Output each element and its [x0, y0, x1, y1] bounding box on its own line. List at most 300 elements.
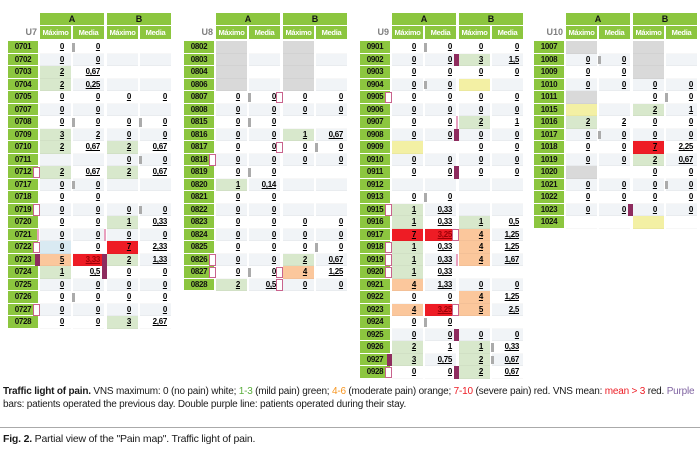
row-label: 0920 [360, 266, 390, 279]
row-label: 0904 [360, 79, 390, 92]
cell-value: 0 [652, 192, 657, 202]
value-cell [459, 141, 490, 154]
value-cell [140, 191, 171, 204]
column-group-b-header: B [633, 13, 697, 25]
cell-value: 0 [162, 92, 167, 102]
cell-value: 2 [652, 104, 657, 114]
subcolumn-header-media: Media [599, 26, 630, 39]
cell-value: 0 [447, 79, 452, 89]
value-cell [599, 41, 630, 54]
cell-value: 1 [447, 342, 452, 352]
value-cell [492, 191, 523, 204]
value-cell [140, 91, 171, 104]
row-label: 0723 [8, 254, 38, 267]
cell-value: 0 [688, 167, 693, 177]
cell-value: 0 [126, 129, 131, 139]
row-label: 0915 [360, 204, 390, 217]
gray-bar [424, 318, 427, 327]
value-cell [633, 41, 664, 54]
value-cell [40, 266, 71, 279]
cell-value: 1 [126, 217, 131, 227]
row-label: 0704 [8, 79, 38, 92]
row-label: 0828 [184, 279, 214, 292]
value-cell [73, 54, 104, 67]
column-group-header-row [184, 13, 347, 25]
value-cell [107, 254, 138, 267]
cell-value: 1,25 [504, 292, 519, 302]
value-cell [283, 254, 314, 267]
pain-table-u8 [184, 13, 347, 291]
row-label: 0818 [184, 154, 214, 167]
cell-value: 0 [514, 104, 519, 114]
cell-value: 0,33 [437, 204, 452, 214]
table-row [360, 279, 523, 292]
cell-value: 2 [126, 142, 131, 152]
row-label: 0804 [184, 66, 214, 79]
value-cell [249, 41, 280, 54]
value-cell [425, 354, 456, 367]
value-cell [107, 104, 138, 117]
cell-value: 0 [302, 217, 307, 227]
column-group-a-header: A [216, 13, 280, 25]
value-cell [107, 66, 138, 79]
cell-value: 0 [271, 254, 276, 264]
cell-value: 0 [447, 292, 452, 302]
operated-previous-day-bar [454, 329, 459, 342]
value-cell [566, 41, 597, 54]
cell-value: 1 [411, 217, 416, 227]
cell-value: 1 [411, 254, 416, 264]
caption-segment: bars: patients operated the previous day. Double purple line: patients operated during their stay. [3, 399, 407, 410]
row-label: 0718 [8, 191, 38, 204]
row-label: 0711 [8, 154, 38, 167]
cell-value: 0 [235, 267, 240, 277]
subheader-row [8, 26, 171, 39]
row-label: 0916 [360, 216, 390, 229]
row-label: 0816 [184, 129, 214, 142]
cell-value: 0,5 [508, 217, 519, 227]
value-cell [316, 204, 347, 217]
operated-during-stay-marker [276, 142, 283, 154]
row-label: 0819 [184, 166, 214, 179]
cell-value: 0 [411, 117, 416, 127]
table-row [360, 191, 523, 204]
row-label: 1010 [534, 79, 564, 92]
cell-value: 2 [59, 67, 64, 77]
cell-value: 0 [514, 154, 519, 164]
gray-bar [248, 93, 251, 102]
cell-value: 0 [478, 129, 483, 139]
cell-value: 0 [514, 142, 519, 152]
table-row [184, 166, 347, 179]
value-cell [140, 179, 171, 192]
row-label: 1017 [534, 129, 564, 142]
table-row [8, 166, 171, 179]
value-cell [633, 179, 664, 192]
value-cell [666, 66, 697, 79]
gray-bar [424, 193, 427, 202]
value-cell [392, 104, 423, 117]
value-cell [425, 41, 456, 54]
cell-value: 4 [478, 254, 483, 264]
table-row [360, 354, 523, 367]
value-cell [249, 104, 280, 117]
row-label: 0901 [360, 41, 390, 54]
gray-bar [248, 268, 251, 277]
value-cell [392, 66, 423, 79]
value-cell [425, 66, 456, 79]
cell-value: 0 [621, 67, 626, 77]
value-cell [392, 141, 423, 154]
cell-value: 0 [235, 167, 240, 177]
table-body [8, 41, 171, 329]
cell-value: 0 [271, 229, 276, 239]
value-cell [492, 266, 523, 279]
value-cell [492, 304, 523, 317]
table-row [534, 66, 697, 79]
table-row [184, 279, 347, 292]
cell-value: 0,67 [85, 142, 100, 152]
value-cell [73, 241, 104, 254]
value-cell [216, 179, 247, 192]
value-cell [459, 254, 490, 267]
cell-value: 0 [447, 367, 452, 377]
row-label: 0707 [8, 104, 38, 117]
value-cell [666, 129, 697, 142]
operated-previous-day-bar [454, 129, 459, 142]
cell-value: 1 [302, 129, 307, 139]
value-cell [599, 79, 630, 92]
cell-value: 0 [447, 154, 452, 164]
cell-value: 0 [478, 42, 483, 52]
row-label: 0910 [360, 154, 390, 167]
gray-bar [72, 181, 75, 190]
cell-value: 2 [126, 254, 131, 264]
value-cell [316, 141, 347, 154]
cell-value: 1 [411, 204, 416, 214]
value-cell [459, 229, 490, 242]
table-row [184, 141, 347, 154]
table-row [360, 216, 523, 229]
cell-value: 0 [235, 142, 240, 152]
cell-value: 0 [514, 42, 519, 52]
value-cell [633, 216, 664, 229]
cell-value: 3 [59, 129, 64, 139]
value-cell [283, 66, 314, 79]
value-cell [666, 91, 697, 104]
value-cell [666, 54, 697, 67]
value-cell [140, 316, 171, 329]
value-cell [107, 91, 138, 104]
cell-value: 0 [478, 279, 483, 289]
row-label: 0825 [184, 241, 214, 254]
cell-value: 0 [235, 192, 240, 202]
row-label: 0708 [8, 116, 38, 129]
row-label: 0817 [184, 141, 214, 154]
cell-value: 0 [271, 217, 276, 227]
column-group-a-header: A [40, 13, 104, 25]
gray-bar [665, 93, 668, 102]
cell-value: 2 [59, 167, 64, 177]
cell-value: 0 [652, 117, 657, 127]
cell-value: 0 [585, 192, 590, 202]
gray-bar [248, 118, 251, 127]
table-row [8, 266, 171, 279]
cell-value: 0 [338, 279, 343, 289]
value-cell [666, 204, 697, 217]
cell-value: 0,5 [89, 267, 100, 277]
cell-value: 0 [271, 204, 276, 214]
value-cell [566, 179, 597, 192]
cell-value: 0 [59, 192, 64, 202]
table-row [8, 191, 171, 204]
table-body [534, 41, 697, 229]
cell-value: 2,25 [678, 142, 693, 152]
value-cell [492, 179, 523, 192]
cell-value: 0 [126, 267, 131, 277]
gray-bar [139, 206, 142, 215]
cell-value: 1,25 [504, 229, 519, 239]
value-cell [73, 204, 104, 217]
cell-value: 0,33 [504, 342, 519, 352]
row-label: 0802 [184, 41, 214, 54]
row-label: 1009 [534, 66, 564, 79]
value-cell [107, 129, 138, 142]
row-label: 1015 [534, 104, 564, 117]
value-cell [283, 154, 314, 167]
cell-value: 0 [411, 104, 416, 114]
value-cell [107, 116, 138, 129]
cell-value: 7 [126, 242, 131, 252]
cell-value: 3,33 [85, 254, 100, 264]
row-label: 0912 [360, 179, 390, 192]
value-cell [392, 191, 423, 204]
value-cell [425, 316, 456, 329]
value-cell [216, 141, 247, 154]
row-label: 0712 [8, 166, 38, 179]
value-cell [316, 179, 347, 192]
value-cell [40, 129, 71, 142]
subcolumn-header-maximo: Máximo [283, 26, 314, 39]
value-cell [392, 204, 423, 217]
cell-value: 0 [621, 129, 626, 139]
unit-label: U7 [25, 27, 37, 37]
row-label: 0705 [8, 91, 38, 104]
value-cell [316, 254, 347, 267]
cell-value: 0,5 [265, 279, 276, 289]
operated-during-stay-marker [385, 267, 392, 279]
cell-value: 0 [447, 167, 452, 177]
table-row [8, 304, 171, 317]
value-cell [392, 329, 423, 342]
caption-segment: red. [645, 386, 667, 397]
cell-value: 0 [621, 179, 626, 189]
value-cell [140, 141, 171, 154]
row-label: 0728 [8, 316, 38, 329]
cell-value: 2 [95, 129, 100, 139]
cell-value: 0,33 [437, 242, 452, 252]
thin-purple-line [456, 254, 458, 267]
row-label: 0907 [360, 116, 390, 129]
cell-value: 0,33 [152, 217, 167, 227]
value-cell [425, 179, 456, 192]
row-label: 0710 [8, 141, 38, 154]
subcolumn-header-maximo: Máximo [566, 26, 597, 39]
value-cell [140, 266, 171, 279]
row-label: 0821 [184, 191, 214, 204]
cell-value: 0 [478, 154, 483, 164]
cell-value: 4 [478, 242, 483, 252]
value-cell [666, 154, 697, 167]
cell-value: 0 [59, 104, 64, 114]
value-cell [73, 304, 104, 317]
row-label: 0903 [360, 66, 390, 79]
value-cell [140, 116, 171, 129]
cell-value: 0 [688, 204, 693, 214]
value-cell [599, 54, 630, 67]
cell-value: 1 [235, 179, 240, 189]
value-cell [666, 141, 697, 154]
value-cell [459, 354, 490, 367]
value-cell [492, 116, 523, 129]
cell-value: 1 [411, 267, 416, 277]
cell-value: 0 [271, 92, 276, 102]
value-cell [392, 366, 423, 379]
value-cell [666, 179, 697, 192]
table-row [8, 154, 171, 167]
cell-value: 0 [411, 42, 416, 52]
value-cell [392, 354, 423, 367]
value-cell [459, 341, 490, 354]
cell-value: 0 [95, 229, 100, 239]
header-spacer [534, 13, 566, 25]
value-cell [107, 216, 138, 229]
cell-value: 0 [411, 192, 416, 202]
value-cell [40, 304, 71, 317]
table-row [184, 79, 347, 92]
row-label: 0806 [184, 79, 214, 92]
value-cell [216, 216, 247, 229]
value-cell [140, 104, 171, 117]
figure-divider [0, 427, 700, 428]
cell-value: 0 [302, 104, 307, 114]
value-cell [40, 104, 71, 117]
table-row [360, 129, 523, 142]
table-row [184, 254, 347, 267]
value-cell [599, 204, 630, 217]
value-cell [666, 104, 697, 117]
pain-table-u7 [8, 13, 171, 329]
row-label: 0820 [184, 179, 214, 192]
value-cell [107, 229, 138, 242]
cell-value: 0 [235, 129, 240, 139]
value-cell [316, 279, 347, 292]
table-row [8, 291, 171, 304]
value-cell [316, 54, 347, 67]
value-cell [492, 91, 523, 104]
value-cell [492, 204, 523, 217]
value-cell [425, 254, 456, 267]
cell-value: 2 [411, 342, 416, 352]
cell-value: 0,14 [261, 179, 276, 189]
value-cell [216, 279, 247, 292]
cell-value: 0 [95, 304, 100, 314]
value-cell [283, 179, 314, 192]
value-cell [73, 279, 104, 292]
value-cell [392, 179, 423, 192]
cell-value: 0 [585, 179, 590, 189]
value-cell [73, 66, 104, 79]
value-cell [492, 316, 523, 329]
thin-purple-line [104, 229, 106, 242]
value-cell [599, 141, 630, 154]
table-row [534, 129, 697, 142]
table-row [184, 179, 347, 192]
value-cell [140, 279, 171, 292]
value-cell [425, 191, 456, 204]
table-row [360, 54, 523, 67]
cell-value: 0 [271, 242, 276, 252]
value-cell [425, 129, 456, 142]
table-row [360, 179, 523, 192]
value-cell [459, 79, 490, 92]
value-cell [249, 241, 280, 254]
value-cell [316, 91, 347, 104]
row-label: 0911 [360, 166, 390, 179]
cell-value: 0 [95, 242, 100, 252]
value-cell [283, 216, 314, 229]
value-cell [566, 191, 597, 204]
value-cell [633, 129, 664, 142]
table-row [360, 316, 523, 329]
value-cell [216, 54, 247, 67]
cell-value: 0 [478, 67, 483, 77]
value-cell [140, 154, 171, 167]
row-label: 0822 [184, 204, 214, 217]
value-cell [73, 91, 104, 104]
row-label: 0918 [360, 241, 390, 254]
value-cell [392, 216, 423, 229]
operated-during-stay-marker [385, 204, 392, 216]
value-cell [599, 179, 630, 192]
row-label: 0725 [8, 279, 38, 292]
row-label: 0919 [360, 254, 390, 267]
row-label: 1023 [534, 204, 564, 217]
value-cell [73, 254, 104, 267]
subcolumn-header-maximo: Máximo [40, 26, 71, 39]
cell-value: 7 [652, 142, 657, 152]
cell-value: 0 [162, 204, 167, 214]
value-cell [216, 166, 247, 179]
cell-value: 0 [235, 217, 240, 227]
row-label: 0808 [184, 104, 214, 117]
operated-during-stay-marker [209, 267, 216, 279]
value-cell [392, 316, 423, 329]
cell-value: 0 [621, 142, 626, 152]
cell-value: 0,67 [85, 67, 100, 77]
value-cell [283, 204, 314, 217]
table-row [360, 116, 523, 129]
column-group-header-row [534, 13, 697, 25]
cell-value: 0 [95, 279, 100, 289]
table-row [360, 104, 523, 117]
value-cell [216, 129, 247, 142]
value-cell [40, 254, 71, 267]
value-cell [316, 129, 347, 142]
value-cell [107, 54, 138, 67]
cell-value: 0 [411, 154, 416, 164]
cell-value: 0 [302, 154, 307, 164]
